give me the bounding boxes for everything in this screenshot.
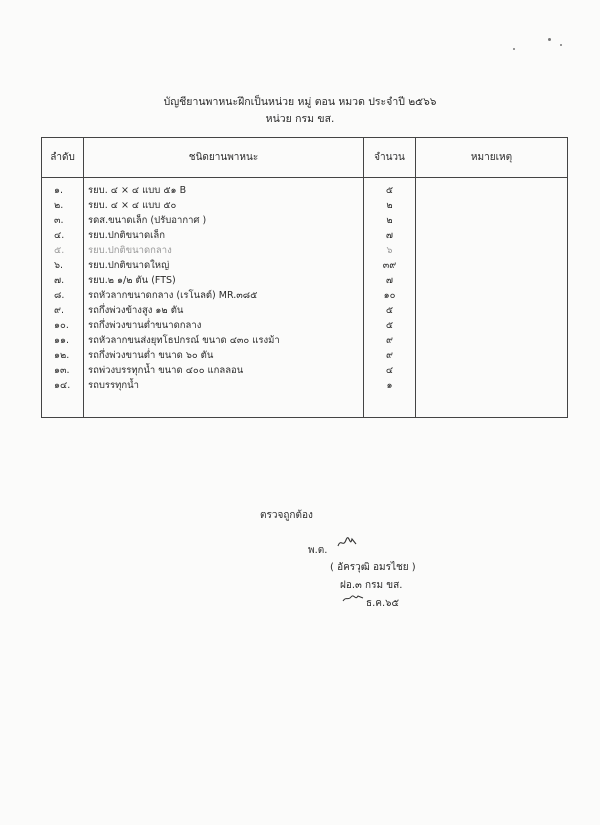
- row-quantity: ๕: [364, 318, 416, 333]
- signature-date: ธ.ค.๖๕: [366, 598, 400, 609]
- table-row: [42, 303, 568, 318]
- table-empty-row: [42, 393, 568, 418]
- row-number: ๙.: [42, 303, 84, 318]
- header-qty: จำนวน: [364, 138, 416, 178]
- row-number: ๑.: [42, 178, 84, 199]
- row-vehicle-type: รถหัวลากขนาดกลาง (เรโนลต์) MR.๓๘๕: [84, 288, 364, 303]
- empty-cell: [364, 393, 416, 418]
- initial-mark: [342, 592, 364, 604]
- row-quantity: ๙: [364, 333, 416, 348]
- table-row: [42, 213, 568, 228]
- row-remark: [416, 348, 568, 363]
- vehicle-inventory-table: [41, 137, 568, 418]
- row-quantity: ๕: [364, 303, 416, 318]
- row-number: ๖.: [42, 258, 84, 273]
- row-number: ๑๒.: [42, 348, 84, 363]
- row-quantity: ๒: [364, 213, 416, 228]
- row-quantity: ๙: [364, 348, 416, 363]
- row-quantity: ๑๐: [364, 288, 416, 303]
- row-remark: [416, 378, 568, 393]
- row-remark: [416, 273, 568, 288]
- row-vehicle-type: รถกึ่งพ่วงขานต่ำขนาดกลาง: [84, 318, 364, 333]
- signature-rank: พ.ต.: [308, 545, 328, 556]
- table-row: [42, 243, 568, 258]
- table-row: [42, 178, 568, 199]
- scan-speck: [560, 44, 562, 46]
- row-vehicle-type: รดส.ขนาดเล็ก (ปรับอากาศ ): [84, 213, 364, 228]
- row-remark: [416, 303, 568, 318]
- row-vehicle-type: รยบ.ปกติขนาดใหญ่: [84, 258, 364, 273]
- table-row: [42, 258, 568, 273]
- row-remark: [416, 288, 568, 303]
- row-vehicle-type: รยบ.ปกติขนาดเล็ก: [84, 228, 364, 243]
- row-vehicle-type: รยบ.ปกติขนาดกลาง: [84, 243, 364, 258]
- table-header-row: [42, 138, 568, 178]
- table-row: [42, 228, 568, 243]
- row-remark: [416, 178, 568, 199]
- scan-speck: [548, 38, 551, 41]
- empty-cell: [84, 393, 364, 418]
- row-number: ๑๑.: [42, 333, 84, 348]
- empty-cell: [416, 393, 568, 418]
- row-number: ๒.: [42, 198, 84, 213]
- row-remark: [416, 363, 568, 378]
- row-vehicle-type: รถกึ่งพ่วงข้างสูง ๑๒ ตัน: [84, 303, 364, 318]
- row-quantity: ๗: [364, 228, 416, 243]
- header-type: ชนิดยานพาหนะ: [84, 138, 364, 178]
- row-quantity: ๕: [364, 178, 416, 199]
- row-number: ๗.: [42, 273, 84, 288]
- row-remark: [416, 243, 568, 258]
- row-remark: [416, 258, 568, 273]
- document-title: บัญชียานพาหนะฝึกเป็นหน่วย หมู่ ตอน หมวด ประจำปี ๒๕๖๖: [163, 96, 437, 108]
- row-number: ๑๔.: [42, 378, 84, 393]
- row-number: ๔.: [42, 228, 84, 243]
- header-no: ลำดับ: [42, 138, 84, 178]
- row-number: ๘.: [42, 288, 84, 303]
- row-remark: [416, 318, 568, 333]
- row-quantity: ๔: [364, 363, 416, 378]
- row-quantity: ๒: [364, 198, 416, 213]
- row-quantity: ๓๙: [364, 258, 416, 273]
- table-row: [42, 288, 568, 303]
- signature-mark: [336, 536, 358, 550]
- empty-cell: [42, 393, 84, 418]
- row-vehicle-type: รยบ.๒ ๑/๒ ตัน (FTS): [84, 273, 364, 288]
- table-row: [42, 363, 568, 378]
- row-quantity: ๑: [364, 378, 416, 393]
- document-unit-line: หน่วย กรม ขส.: [265, 113, 335, 125]
- row-vehicle-type: รยบ. ๔ × ๔ แบบ ๕๑ B: [84, 178, 364, 199]
- certification-text: ตรวจถูกต้อง: [260, 510, 313, 521]
- row-vehicle-type: รถพ่วงบรรทุกน้ำ ขนาด ๔๐๐ แกลลอน: [84, 363, 364, 378]
- row-vehicle-type: รถบรรทุกน้ำ: [84, 378, 364, 393]
- row-remark: [416, 198, 568, 213]
- row-vehicle-type: รถหัวลากขนส่งยุทโธปกรณ์ ขนาด ๔๓๐ แรงม้า: [84, 333, 364, 348]
- table-row: [42, 273, 568, 288]
- row-number: ๑๐.: [42, 318, 84, 333]
- signatory-name: ( อัครวุฒิ อมรไชย ): [330, 562, 416, 573]
- row-quantity: ๖: [364, 243, 416, 258]
- row-quantity: ๗: [364, 273, 416, 288]
- row-remark: [416, 333, 568, 348]
- row-vehicle-type: รถกึ่งพ่วงขานต่ำ ขนาด ๖๐ ตัน: [84, 348, 364, 363]
- table-row: [42, 378, 568, 393]
- table-row: [42, 333, 568, 348]
- header-remark: หมายเหตุ: [416, 138, 568, 178]
- scan-speck: [513, 48, 515, 50]
- row-remark: [416, 213, 568, 228]
- signatory-position: ฝอ.๓ กรม ขส.: [340, 580, 403, 591]
- table-row: [42, 348, 568, 363]
- table-row: [42, 198, 568, 213]
- table-row: [42, 318, 568, 333]
- row-number: ๕.: [42, 243, 84, 258]
- row-vehicle-type: รยบ. ๔ × ๔ แบบ ๕๐: [84, 198, 364, 213]
- row-number: ๓.: [42, 213, 84, 228]
- row-remark: [416, 228, 568, 243]
- row-number: ๑๓.: [42, 363, 84, 378]
